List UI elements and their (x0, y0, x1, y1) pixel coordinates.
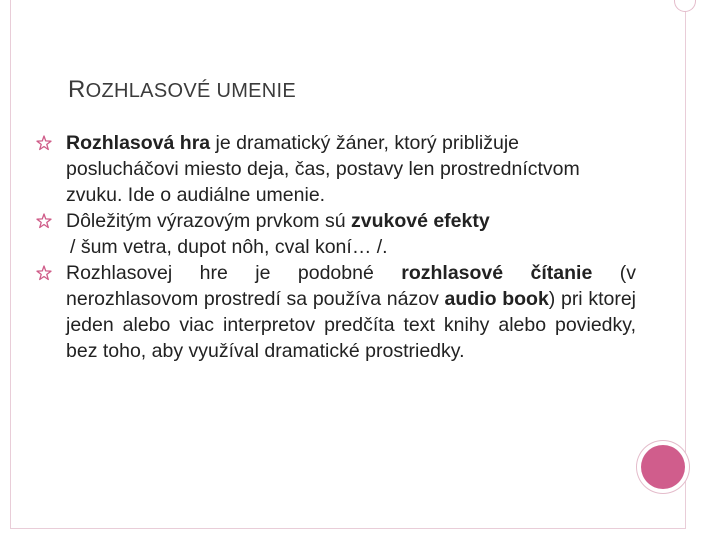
slide-title (68, 76, 296, 104)
bullet-icon (36, 265, 52, 281)
slide-content (36, 130, 636, 364)
decor-circle-bottom (641, 445, 685, 489)
bullet-text: (v nerozhlasovom prostredí sa používa názov (66, 262, 636, 310)
bullet-text: ) pri ktorej jeden alebo viac interpretov predčíta text knihy alebo poviedky, bez toho, aby využíval dramatické prostriedky. (66, 288, 637, 362)
bullet-text: je dramatický žáner, ktorý približuje poslucháčovi miesto deja, čas, postavy len prostredníctvom zvuku. Ide o audiálne umenie. (66, 132, 580, 206)
bullet-text: Rozhlasovej hre je podobné (66, 262, 402, 284)
term-sound-effects: zvukové efekty (350, 210, 490, 232)
slide-title-initial: R (68, 76, 86, 103)
term-audio-book: audio book (444, 288, 549, 310)
bullet-icon (36, 213, 52, 229)
term-radio-play: Rozhlasová hra (66, 132, 211, 154)
bullet-item-radio-reading (36, 260, 636, 364)
bullet-item-sound-effects (36, 208, 636, 234)
slide-title-rest: OZHLASOVÉ UMENIE (85, 80, 297, 102)
bullet-text: Dôležitým výrazovým prvkom sú (66, 210, 351, 232)
bullet-icon (36, 135, 52, 151)
slide-right-rule (685, 0, 686, 445)
term-radio-reading: rozhlasové čítanie (401, 262, 593, 284)
sound-effects-examples: / šum vetra, dupot nôh, cval koní… /. (70, 236, 388, 258)
bullet-item-radio-play (36, 130, 636, 208)
